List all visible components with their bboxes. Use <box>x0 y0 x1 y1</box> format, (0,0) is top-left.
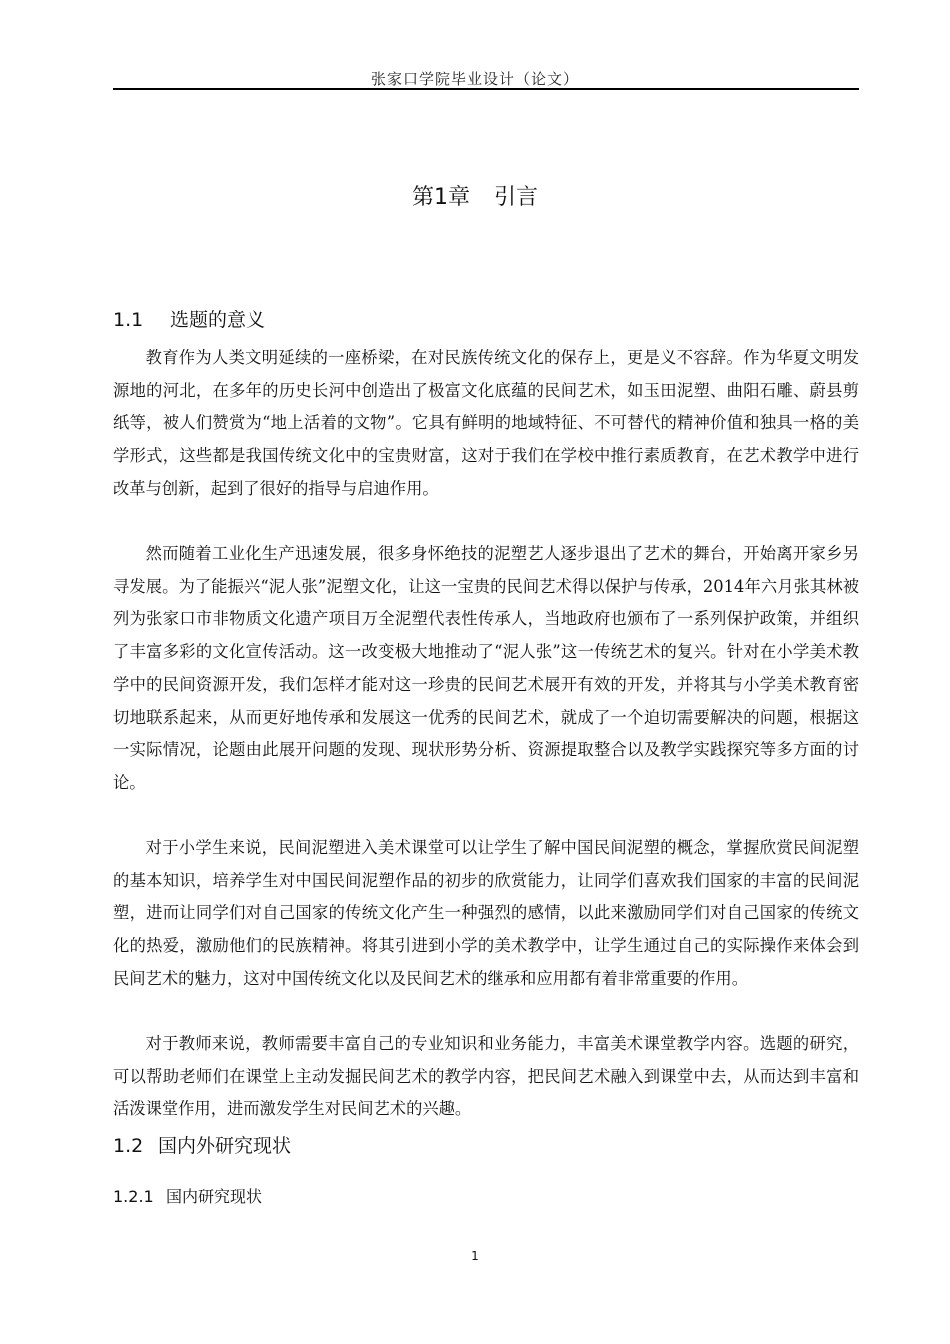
section-heading-1-2 <box>113 1131 291 1158</box>
page-number: 1 <box>471 1249 479 1263</box>
section-number: 1.1 <box>113 309 144 331</box>
paragraph-2: 然而随着工业化生产迅速发展，很多身怀绝技的泥塑艺人逐步退出了艺术的舞台，开始离开家乡另寻发展。为了能振兴“泥人张”泥塑文化，让这一宝贵的民间艺术得以保护与传承，2014年六月张其林被列为张家口市非物质文化遗产项目万全泥塑代表性传承人，当地政府也颁布了一系列保护政策，并组织了丰富多彩的文化宣传活动。这一改变极大地推动了“泥人张”这一传统艺术的复兴。针对在小学美术教学中的民间资源开发，我们怎样才能对这一珍贵的民间艺术展开有效的开发，并将其与小学美术教育密切地联系起来，从而更好地传承和发展这一优秀的民间艺术，就成了一个迫切需要解决的问题，根据这一实际情况，论题由此展开问题的发现、现状形势分析、资源提取整合以及教学实践探究等多方面的讨论。 <box>113 544 859 792</box>
chapter-title: 引言 <box>493 185 538 210</box>
section-title: 国内外研究现状 <box>158 1135 292 1157</box>
subsection-number: 1.2.1 <box>113 1187 154 1206</box>
paragraph-4: 对于教师来说，教师需要丰富自己的专业知识和业务能力，丰富美术课堂教学内容。选题的研究，可以帮助老师们在课堂上主动发掘民间艺术的教学内容，把民间艺术融入到课堂中去，从而达到丰富和活泼课堂作用，进而激发学生对民间艺术的兴趣。 <box>113 1034 859 1119</box>
paragraph-1: 教育作为人类文明延续的一座桥梁，在对民族传统文化的保存上，更是义不容辞。作为华夏文明发源地的河北，在多年的历史长河中创造出了极富文化底蕴的民间艺术，如玉田泥塑、曲阳石雕、蔚县剪纸等，被人们赞赏为“地上活着的文物”。它具有鲜明的地域特征、不可替代的精神价值和独具一格的美学形式，这些都是我国传统文化中的宝贵财富，这对于我们在学校中推行素质教育，在艺术教学中进行改革与创新，起到了很好的指导与启迪作用。 <box>113 348 859 498</box>
subsection-heading-1-2-1 <box>113 1184 262 1207</box>
section-number: 1.2 <box>113 1135 144 1157</box>
header-rule <box>113 88 859 90</box>
subsection-title: 国内研究现状 <box>166 1187 263 1206</box>
chapter-number: 第1章 <box>411 185 470 210</box>
section-title: 选题的意义 <box>170 309 266 331</box>
chapter-heading <box>0 180 950 211</box>
section-heading-1-1 <box>113 305 265 332</box>
paragraph-3: 对于小学生来说，民间泥塑进入美术课堂可以让学生了解中国民间泥塑的概念，掌握欣赏民间泥塑的基本知识，培养学生对中国民间泥塑作品的初步的欣赏能力，让同学们喜欢我们国家的丰富的民间泥塑，进而让同学们对自己国家的传统文化产生一种强烈的感情，以此来激励同学们对自己国家的传统文化的热爱，激励他们的民族精神。将其引进到小学的美术教学中，让学生通过自己的实际操作来体会到民间艺术的魅力，这对中国传统文化以及民间艺术的继承和应用都有着非常重要的作用。 <box>113 838 859 988</box>
running-header: 张家口学院毕业设计（论文） <box>370 70 579 88</box>
